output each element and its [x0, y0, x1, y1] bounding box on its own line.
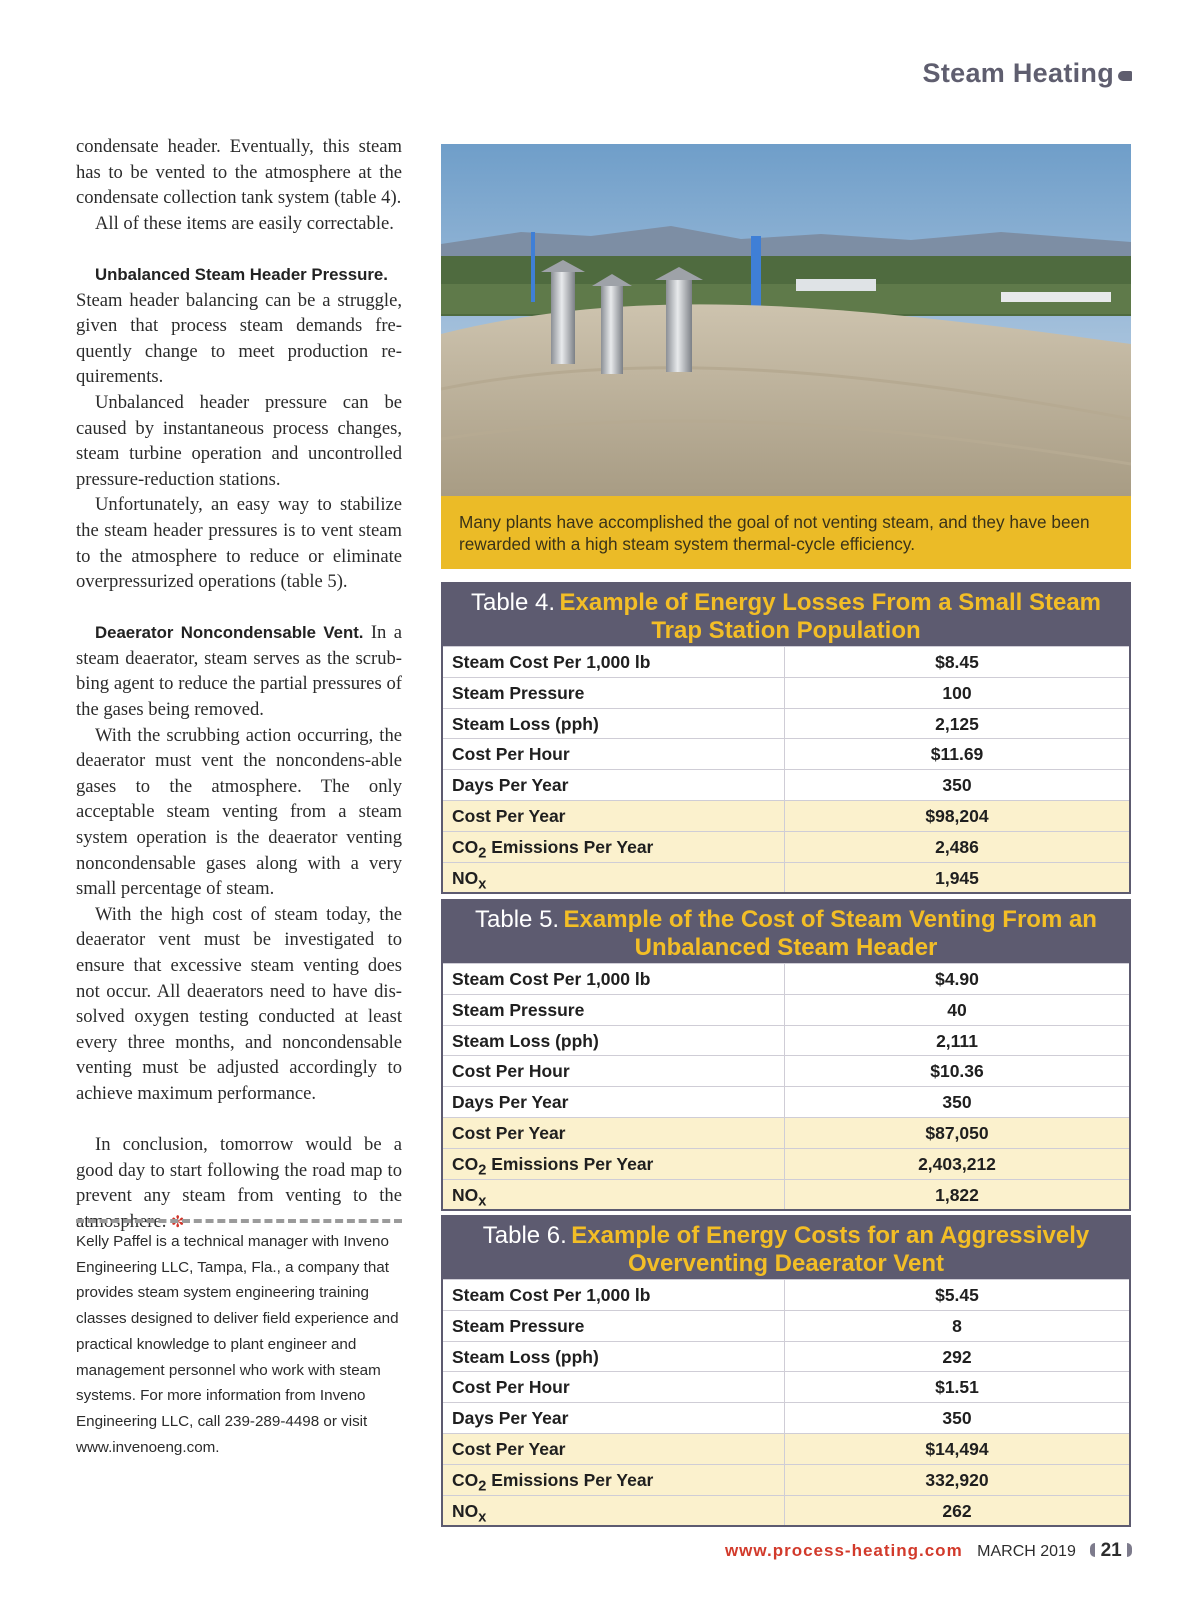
table-row [443, 1433, 1129, 1464]
table-row [443, 677, 1129, 708]
row-label: Cost Per Hour [443, 1372, 785, 1402]
table-heading: Example of the Cost of Steam Venting From an Unbalanced Steam Header [563, 906, 1097, 961]
row-value: $8.45 [935, 652, 979, 672]
table-number: Table 4. [470, 589, 556, 616]
row-label: Cost Per Year [443, 801, 785, 831]
paragraph: Unbalanced header pressure can be caused by instantaneous process changes, steam turbine operation and uncontrolled pressure-reduction stations. [76, 391, 402, 490]
row-value: 2,486 [935, 836, 979, 857]
table-heading: Example of Energy Losses From a Small Steam Trap Station Population [559, 589, 1102, 644]
table-heading: Example of Energy Costs for an Aggressively Overventing Deaerator Vent [571, 1222, 1090, 1277]
row-value: 332,920 [925, 1469, 989, 1490]
table-title [443, 1217, 1129, 1279]
row-value: 2,403,212 [918, 1153, 996, 1174]
paragraph: condensate header. Eventually, this steam has to be vented to the atmosphere at the condensate collection tank system (table 4). [76, 136, 402, 209]
row-value: $14,494 [925, 1438, 989, 1459]
row-label: Steam Pressure [443, 1311, 785, 1341]
paragraph: All of these items are easily correctable. [95, 212, 394, 234]
row-value: 1,945 [935, 867, 979, 888]
table-6 [441, 1215, 1131, 1527]
author-bio: Kelly Paffel is a technical manager with Inveno Engineering LLC, Tampa, Fla., a company that provides steam system engineering training classes designed to deliver field experience and practical knowledge to plant engineer and management personnel who work with steam systems. For more information from Inveno Engineering LLC, call 239-289-4498 or visit www.invenoeng.com. [76, 1233, 399, 1456]
row-value: 40 [947, 999, 967, 1020]
rooftop-vents-photo [441, 144, 1131, 496]
row-value: $10.36 [930, 1061, 984, 1082]
row-label: Steam Cost Per 1,000 lb [443, 1280, 785, 1310]
row-label: Steam Loss (pph) [443, 1342, 785, 1372]
paragraph [76, 262, 402, 288]
paragraph-text: In a steam deaerator, steam serves as the scrub-bing agent to reduce the partial pressures of the gases being removed. [76, 622, 402, 721]
table-row [443, 1055, 1129, 1086]
table-row [443, 1341, 1129, 1372]
row-value: $11.69 [930, 744, 984, 765]
table-row [443, 1279, 1129, 1310]
table-row [443, 1310, 1129, 1341]
row-value: $87,050 [925, 1122, 989, 1143]
row-value: 8 [952, 1315, 962, 1336]
table-row [443, 963, 1129, 994]
article-body [76, 134, 402, 1235]
paragraph-text: In conclusion, tomorrow would be a good day to start following the road map to prevent any steam from venting to the atmosphere. [76, 1134, 402, 1232]
row-label: $CO_2$ Emissions Per Year [443, 832, 785, 862]
paragraph [76, 620, 402, 722]
table-row [443, 1495, 1129, 1526]
row-label: $NO_x$ [443, 1180, 785, 1210]
page-bracket-right-icon [1127, 1543, 1132, 1557]
row-value: 2,111 [936, 1030, 978, 1051]
page-number [1090, 1540, 1132, 1561]
row-value: 350 [942, 775, 972, 796]
table-4 [441, 582, 1131, 894]
row-value: 262 [942, 1500, 972, 1521]
page-number-text: 21 [1100, 1540, 1122, 1561]
table-row [443, 994, 1129, 1025]
table-title [443, 584, 1129, 646]
page-footer [725, 1540, 1132, 1562]
row-label: Cost Per Hour [443, 739, 785, 769]
row-value: 350 [942, 1092, 972, 1113]
row-label: Cost Per Hour [443, 1056, 785, 1086]
table-row [443, 646, 1129, 677]
section-title: Steam Heating [922, 58, 1114, 88]
table-row [443, 1117, 1129, 1148]
table-number: Table 6. [482, 1222, 567, 1249]
table-row [443, 1025, 1129, 1056]
paragraph: Unfortunately, an easy way to stabilize the steam header pressures is to vent steam to the atmosphere to reduce or eliminate overpressurized operations (table 5). [76, 494, 402, 593]
table-row [443, 769, 1129, 800]
subhead-deaerator: Deaerator Noncondensable Vent. [95, 623, 364, 643]
row-value: $4.90 [935, 969, 979, 989]
row-label: Steam Loss (pph) [443, 1026, 785, 1056]
row-label: $CO_2$ Emissions Per Year [443, 1465, 785, 1495]
table-row [443, 831, 1129, 862]
footer-date: MARCH 2019 [977, 1543, 1076, 1560]
row-label: Cost Per Year [443, 1118, 785, 1148]
photo-caption: Many plants have accomplished the goal of not venting steam, and they have been rewarded with a high steam system thermal-cycle efficiency. [441, 496, 1131, 569]
row-label: Cost Per Year [443, 1434, 785, 1464]
row-value: 350 [942, 1408, 972, 1429]
row-label: $CO_2$ Emissions Per Year [443, 1149, 785, 1179]
row-value: 292 [942, 1346, 972, 1367]
end-mark-icon: ✼ [171, 1211, 185, 1231]
row-label: Days Per Year [443, 1087, 785, 1117]
row-label: Days Per Year [443, 1403, 785, 1433]
table-row [443, 738, 1129, 769]
row-value: $98,204 [925, 805, 989, 826]
row-value: 100 [942, 682, 972, 703]
row-label: $NO_x$ [443, 863, 785, 893]
table-row [443, 708, 1129, 739]
table-number: Table 5. [475, 906, 560, 933]
row-label: Steam Loss (pph) [443, 709, 785, 739]
paragraph: With the scrubbing action occurring, the deaerator must vent the noncondens-able gases to the atmosphere. The only acceptable steam venting from a steam system operation is the deaerator venting noncondensable gases along with a very small percentage of steam. [76, 724, 402, 900]
row-label: Steam Pressure [443, 995, 785, 1025]
row-value: $5.45 [935, 1285, 979, 1305]
page-bracket-left-icon [1090, 1543, 1095, 1557]
table-row [443, 1402, 1129, 1433]
bio-divider [76, 1219, 402, 1223]
table-row [443, 1086, 1129, 1117]
paragraph: With the high cost of steam today, the deaerator vent must be investigated to ensure that excessive steam venting does not occur. All deaerators need to have dis-solved oxygen testing conducted at least every three months, and noncondensable venting must be adjusted accordingly to achieve maximum performance. [76, 903, 402, 1104]
row-label: Steam Cost Per 1,000 lb [443, 647, 785, 677]
row-value: 1,822 [935, 1184, 979, 1205]
row-value: $1.51 [935, 1377, 979, 1398]
row-label: Steam Pressure [443, 678, 785, 708]
table-row [443, 1464, 1129, 1495]
table-row [443, 1371, 1129, 1402]
row-label: Steam Cost Per 1,000 lb [443, 964, 785, 994]
table-row [443, 862, 1129, 893]
subhead-unbalanced: Unbalanced Steam Header Pressure. [95, 264, 388, 284]
paragraph: Steam header balancing can be a struggle, given that process steam demands fre-quently change to meet production re-quirements. [76, 289, 402, 388]
row-label: $NO_x$ [443, 1496, 785, 1526]
table-row [443, 800, 1129, 831]
table-5 [441, 899, 1131, 1211]
footer-url[interactable]: www.process-heating.com [724, 1541, 963, 1560]
table-row [443, 1179, 1129, 1210]
section-marker-icon [1118, 71, 1132, 81]
row-value: 2,125 [935, 713, 979, 734]
table-row [443, 1148, 1129, 1179]
table-title [443, 901, 1129, 963]
row-label: Days Per Year [443, 770, 785, 800]
